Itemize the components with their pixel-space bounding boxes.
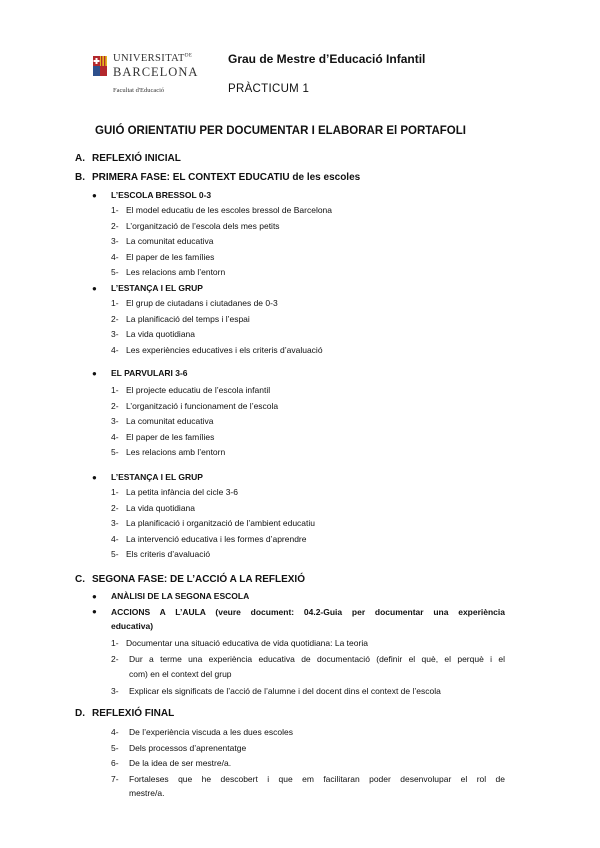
list-item: 2- La planificació del temps i l’espai xyxy=(111,314,250,324)
list-item: 5- Les relacions amb l’entorn xyxy=(111,447,226,457)
logo-faculty-text: Facultat d'Educació xyxy=(113,87,165,94)
list-item: 2- Dur a terme una experiència educativa de documentació (definir el què, el perquè i el com) en el context del grup xyxy=(111,654,505,679)
group-heading: ● L’ESCOLA BRESSOL 0-3 xyxy=(92,190,212,200)
list-item: 4- La intervenció educativa i les formes d’aprendre xyxy=(111,534,307,544)
university-logo xyxy=(93,52,201,104)
logo-barcelona-text: BARCELONA xyxy=(113,65,199,79)
list-item: 4- El paper de les famílies xyxy=(111,252,215,262)
list-item: 1- Documentar una situació educativa de vida quotidiana: La teoria xyxy=(111,638,368,648)
section-c-heading: C. SEGONA FASE: DE L’ACCIÓ A LA REFLEXIÓ xyxy=(75,574,305,585)
list-item: 1- El projecte educatiu de l’escola infantil xyxy=(111,385,271,395)
bullet-item: ● ACCIONS A L’AULA (veure document: 04.2-Guia per documentar una experiència educativa) xyxy=(92,607,505,631)
list-item: 1- El model educatiu de les escoles bressol de Barcelona xyxy=(111,205,333,215)
list-item: 2- L’organització i funcionament de l’escola xyxy=(111,401,279,411)
header-title: Grau de Mestre d’Educació Infantil xyxy=(228,52,426,66)
group-heading: ● L’ESTANÇA I EL GRUP xyxy=(92,283,203,293)
list-item: 3- Explicar els significats de l’acció de l’alumne i del docent dins el context de l’escola xyxy=(111,686,441,696)
group-heading: ● L’ESTANÇA I EL GRUP xyxy=(92,472,203,482)
list-item: 3- La comunitat educativa xyxy=(111,416,214,426)
group-heading: ● EL PARVULARI 3-6 xyxy=(92,368,188,378)
list-item: 7- Fortaleses que he descobert i que em facilitaran poder desenvolupar el rol de mestre/a. xyxy=(111,774,505,798)
list-item: 4- El paper de les famílies xyxy=(111,432,215,442)
list-item: 6- De la idea de ser mestre/a. xyxy=(111,758,232,768)
list-item: 4- Les experiències educatives i els criteris d’avaluació xyxy=(111,345,323,355)
list-item: 2- L’organització de l’escola dels mes petits xyxy=(111,221,280,231)
list-item: 3- La comunitat educativa xyxy=(111,236,214,246)
section-b-heading: B. PRIMERA FASE: EL CONTEXT EDUCATIU de les escoles xyxy=(75,172,361,183)
list-item: 5- Els criteris d’avaluació xyxy=(111,549,211,559)
list-item: 3- La vida quotidiana xyxy=(111,329,196,339)
section-a-heading: A. REFLEXIÓ INICIAL xyxy=(75,153,181,164)
list-item: 2- La vida quotidiana xyxy=(111,503,196,513)
list-item: 5- Dels processos d’aprenentatge xyxy=(111,743,247,753)
list-item: 4- De l’experiència viscuda a les dues escoles xyxy=(111,727,293,737)
bullet-item: ● ANÀLISI DE LA SEGONA ESCOLA xyxy=(92,591,250,601)
list-item: 5- Les relacions amb l’entorn xyxy=(111,267,226,277)
list-item: 3- La planificació i organització de l’ambient educatiu xyxy=(111,518,316,528)
list-item: 1- El grup de ciutadans i ciutadanes de 0-3 xyxy=(111,298,278,308)
shield-icon xyxy=(93,56,107,76)
logo-university-text: $UNIVERSITAT^{DE}$ xyxy=(113,53,193,64)
section-d-heading: D. REFLEXIÓ FINAL xyxy=(75,708,175,719)
document-title: GUIÓ ORIENTATIU PER DOCUMENTAR I ELABORAR El PORTAFOLI xyxy=(95,125,466,137)
header-subtitle: PRÀCTICUM 1 xyxy=(228,83,310,95)
list-item: 1- La petita infància del cicle 3-6 xyxy=(111,487,238,497)
